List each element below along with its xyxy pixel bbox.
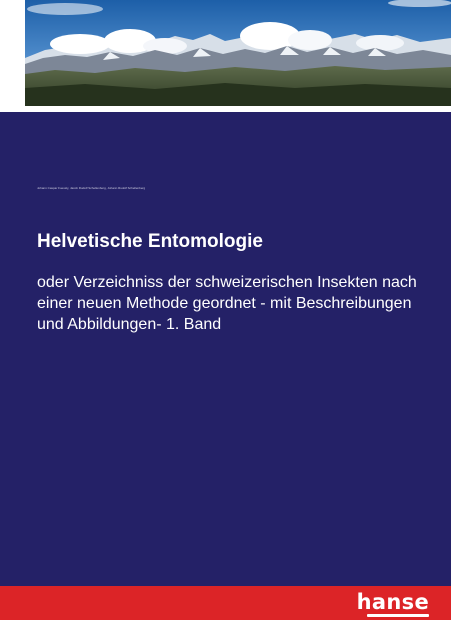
author-line: Johann Caspar Fuessly, Jacob Rudolf Schellenberg, Johann Rudolf Schellenberg <box>37 186 146 190</box>
book-title: Helvetische Entomologie <box>37 231 263 252</box>
publisher-logo-underline <box>367 614 429 617</box>
book-subtitle: oder Verzeichniss der schweizerischen Insekten nach einer neuen Methode geordnet - mit Beschreibungen und Abbildungen- 1. Band <box>37 274 417 333</box>
cover-photo-mountains <box>25 0 451 106</box>
title-panel <box>0 112 451 586</box>
publisher-logo: hanse <box>356 590 429 614</box>
